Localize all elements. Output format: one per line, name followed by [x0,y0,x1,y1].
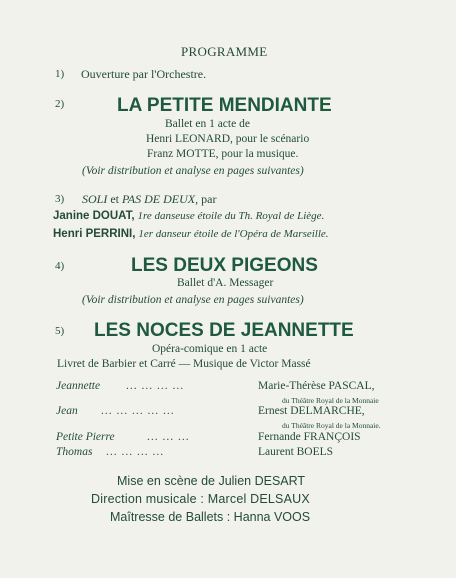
cast-dots-thomas: ... ... ... ... [106,446,165,458]
cast-role-jeannette: Jeannette [56,380,101,392]
item-number-2: 2) [55,98,65,110]
dancer-2-role: 1er danseur étoile de l'Opéra de Marseille. [138,228,329,240]
item-1-text: Ouverture par l'Orchestre. [81,67,207,81]
item-3-intro [82,192,216,207]
item-3-par: par [201,192,217,206]
item-3-et: et [110,192,120,206]
item-2-line-2: Henri LEONARD, pour le scénario [146,133,310,145]
cast-dots-jean: ... ... ... ... ... [101,405,175,417]
item-3-dancer-2 [53,228,329,240]
programme-title: PROGRAMME [181,44,268,59]
item-number-4: 4) [55,260,65,272]
cast-role-petite-pierre: Petite Pierre [56,431,115,443]
item-5-line-1: Opéra-comique en 1 acte [152,343,268,355]
item-3-pas-de-deux: PAS DE DEUX, [122,192,199,206]
credit-mise-en-scene: Mise en scène de Julien DESART [117,474,306,488]
item-2-note: (Voir distribution et analyse en pages suivantes) [82,165,304,177]
cast-actor-jeannette: Marie-Thérèse PASCAL, [258,380,375,392]
cast-role-jean: Jean [56,405,78,417]
item-4-note: (Voir distribution et analyse en pages suivantes) [82,294,304,306]
item-5-title: LES NOCES DE JEANNETTE [94,320,354,341]
credit-direction-musicale: Direction musicale : Marcel DELSAUX [91,492,310,506]
dancer-2-name: Henri PERRINI, [53,228,136,240]
cast-dots-petite-pierre: ... ... ... [147,431,190,443]
credit-maitresse-de-ballets: Maîtresse de Ballets : Hanna VOOS [110,510,311,524]
dancer-1-name: Janine DOUAT, [53,210,135,222]
item-2-line-3: Franz MOTTE, pour la musique. [147,148,299,160]
item-5-line-2: Livret de Barbier et Carré — Musique de Victor Massé [57,358,311,370]
cast-actor-thomas: Laurent BOELS [258,446,334,458]
item-4-title: LES DEUX PIGEONS [131,255,318,276]
item-2-line-1: Ballet en 1 acte de [165,118,250,130]
item-3-dancer-1 [53,210,324,222]
cast-theatre-jeannette: du Théâtre Royal de la Monnaie [282,396,379,405]
cast-actor-petite-pierre: Fernande FRANÇOIS [258,431,361,443]
item-number-1: 1) [55,68,65,80]
cast-role-thomas: Thomas [56,446,93,458]
cast-actor-jean: Ernest DELMARCHE, [258,405,365,417]
item-number-3: 3) [55,193,65,205]
item-3-soli: SOLI [82,192,108,206]
item-number-5: 5) [55,325,65,337]
item-2-title: LA PETITE MENDIANTE [117,95,332,116]
dancer-1-role: 1re danseuse étoile du Th. Royal de Liège. [137,210,325,222]
cast-theatre-jean: du Théâtre Royal de la Monnaie. [282,421,381,430]
item-4-line-1: Ballet d'A. Messager [177,277,274,289]
cast-dots-jeannette: ... ... ... ... [126,380,185,392]
